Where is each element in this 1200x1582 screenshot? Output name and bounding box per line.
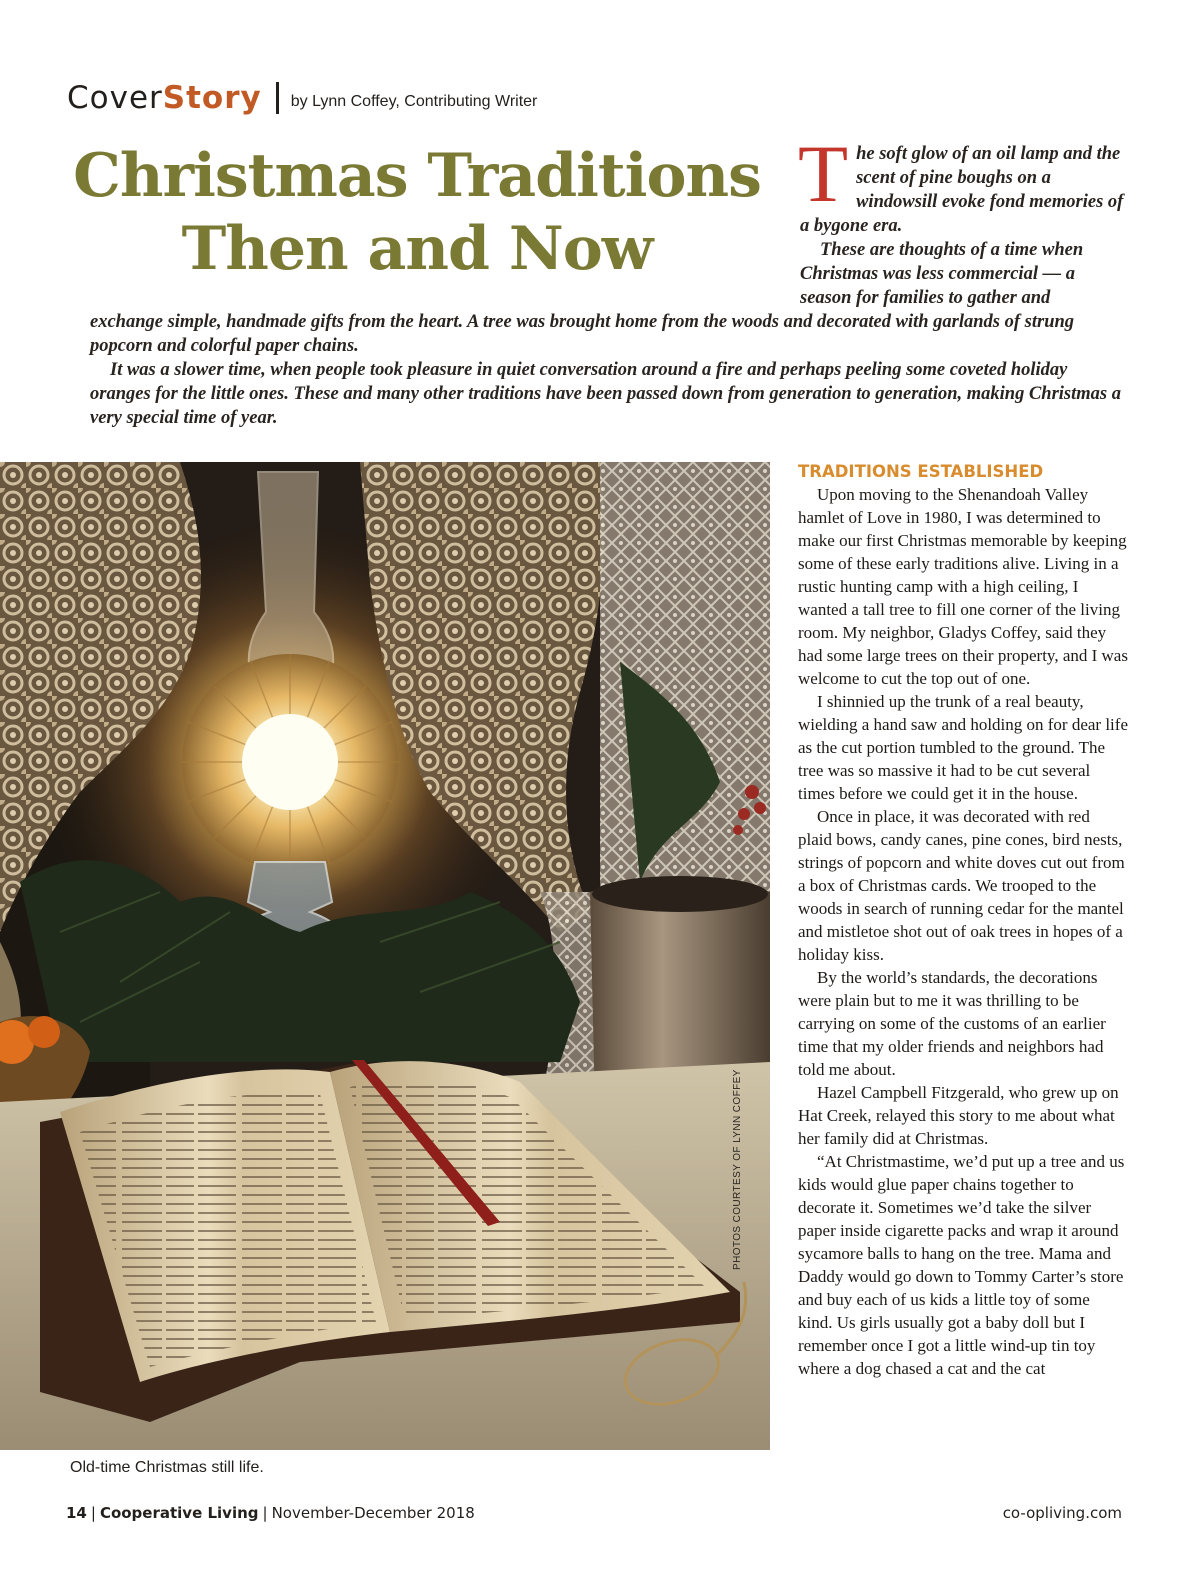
intro-paragraph-2-end: exchange simple, handmade gifts from the heart. A tree was brought home from the woods and decorated with garlands of strung popcorn and colorful paper chains. [90,312,1075,356]
photo-caption: Old-time Christmas still life. [70,1459,264,1476]
article-paragraph: I shinnied up the trunk of a real beauty, wielding a hand saw and holding on for dear life as the cut portion tumbled to the ground. The tree was so massive it had to be cut several times before we could get it in the house. [798,692,1128,803]
page-number: 14 [66,1504,87,1522]
article-paragraph: By the world’s standards, the decorations were plain but to me it was thrilling to be carrying on some of the customs of an earlier time that my older friends and neighbors had told me about. [798,968,1106,1079]
article-paragraph: Upon moving to the Shenandoah Valley hamlet of Love in 1980, I was determined to make our first Christmas memorable by keeping some of these early traditions alive. Living in a rustic hunting camp with a high ceiling, I wanted a tall tree to fill one corner of the living room. My neighbor, Gladys Coffey, said they had some large trees on their property, and I was welcome to cut the top out of one. [798,485,1128,688]
section-label-story: Story [162,80,262,116]
intro-text-wide [90,310,1130,430]
page-footer [66,1504,475,1522]
headline-line-2: Then and Now [181,214,653,284]
photo-credit: PHOTOS COURTESY OF LYNN COFFEY [732,1069,743,1270]
still-life-photo [0,462,770,1450]
intro-paragraph-1 [798,128,1126,238]
website-url: co-opliving.com [1002,1504,1122,1522]
intro-text-top [798,128,1126,310]
magazine-name: Cooperative Living [99,1504,259,1522]
intro-paragraph-3: It was a slower time, when people took pleasure in quiet conversation around a fire and perhaps peeling some coveted holiday oranges for the little ones. These and many other traditions have been passed down from generation to generation, making Christmas a very special time of year. [90,360,1121,428]
section-header [67,76,537,116]
headline-line-1: Christmas Traditions [73,141,761,211]
footer-separator: | [90,1504,96,1522]
article-column [798,462,1128,1380]
byline: by Lynn Coffey, Contributing Writer [290,93,538,110]
intro-paragraph-2-start: These are thoughts of a time when Christmas was less commercial — a season for families to gather and [800,240,1084,308]
section-divider [276,82,279,114]
article-headline [52,140,782,286]
section-heading: TRADITIONS ESTABLISHED [798,462,1044,481]
drop-cap: T [798,128,849,219]
footer-separator: | [262,1504,268,1522]
article-paragraph: Once in place, it was decorated with red plaid bows, candy canes, pine cones, bird nests, strings of popcorn and white doves cut out from a box of Christmas cards. We trooped to the woods in search of running cedar for the mantel and mistletoe shot out of oak trees in hopes of a holiday kiss. [798,807,1125,964]
section-label-cover: Cover [67,80,163,116]
intro-paragraph-1-text: he soft glow of an oil lamp and the scent of pine boughs on a windowsill evoke fond memories of a bygone era. [800,144,1124,236]
article-body [798,483,1128,1380]
issue-date: November-December 2018 [271,1504,475,1522]
article-paragraph: “At Christmastime, we’d put up a tree and us kids would glue paper chains together to decorate it. Sometimes we’d take the silver paper inside cigarette packs and wrap it around sycamore balls to hang on the tree. Mama and Daddy would go down to Tommy Carter’s store and buy each of us kids a little toy of some kind. Us girls usually got a baby doll but I remember once I got a little wind-up tin toy where a dog chased a cat and the cat [798,1152,1125,1378]
still-life-illustration [0,462,770,1450]
article-paragraph: Hazel Campbell Fitzgerald, who grew up on Hat Creek, relayed this story to me about what her family did at Christmas. [798,1083,1119,1148]
